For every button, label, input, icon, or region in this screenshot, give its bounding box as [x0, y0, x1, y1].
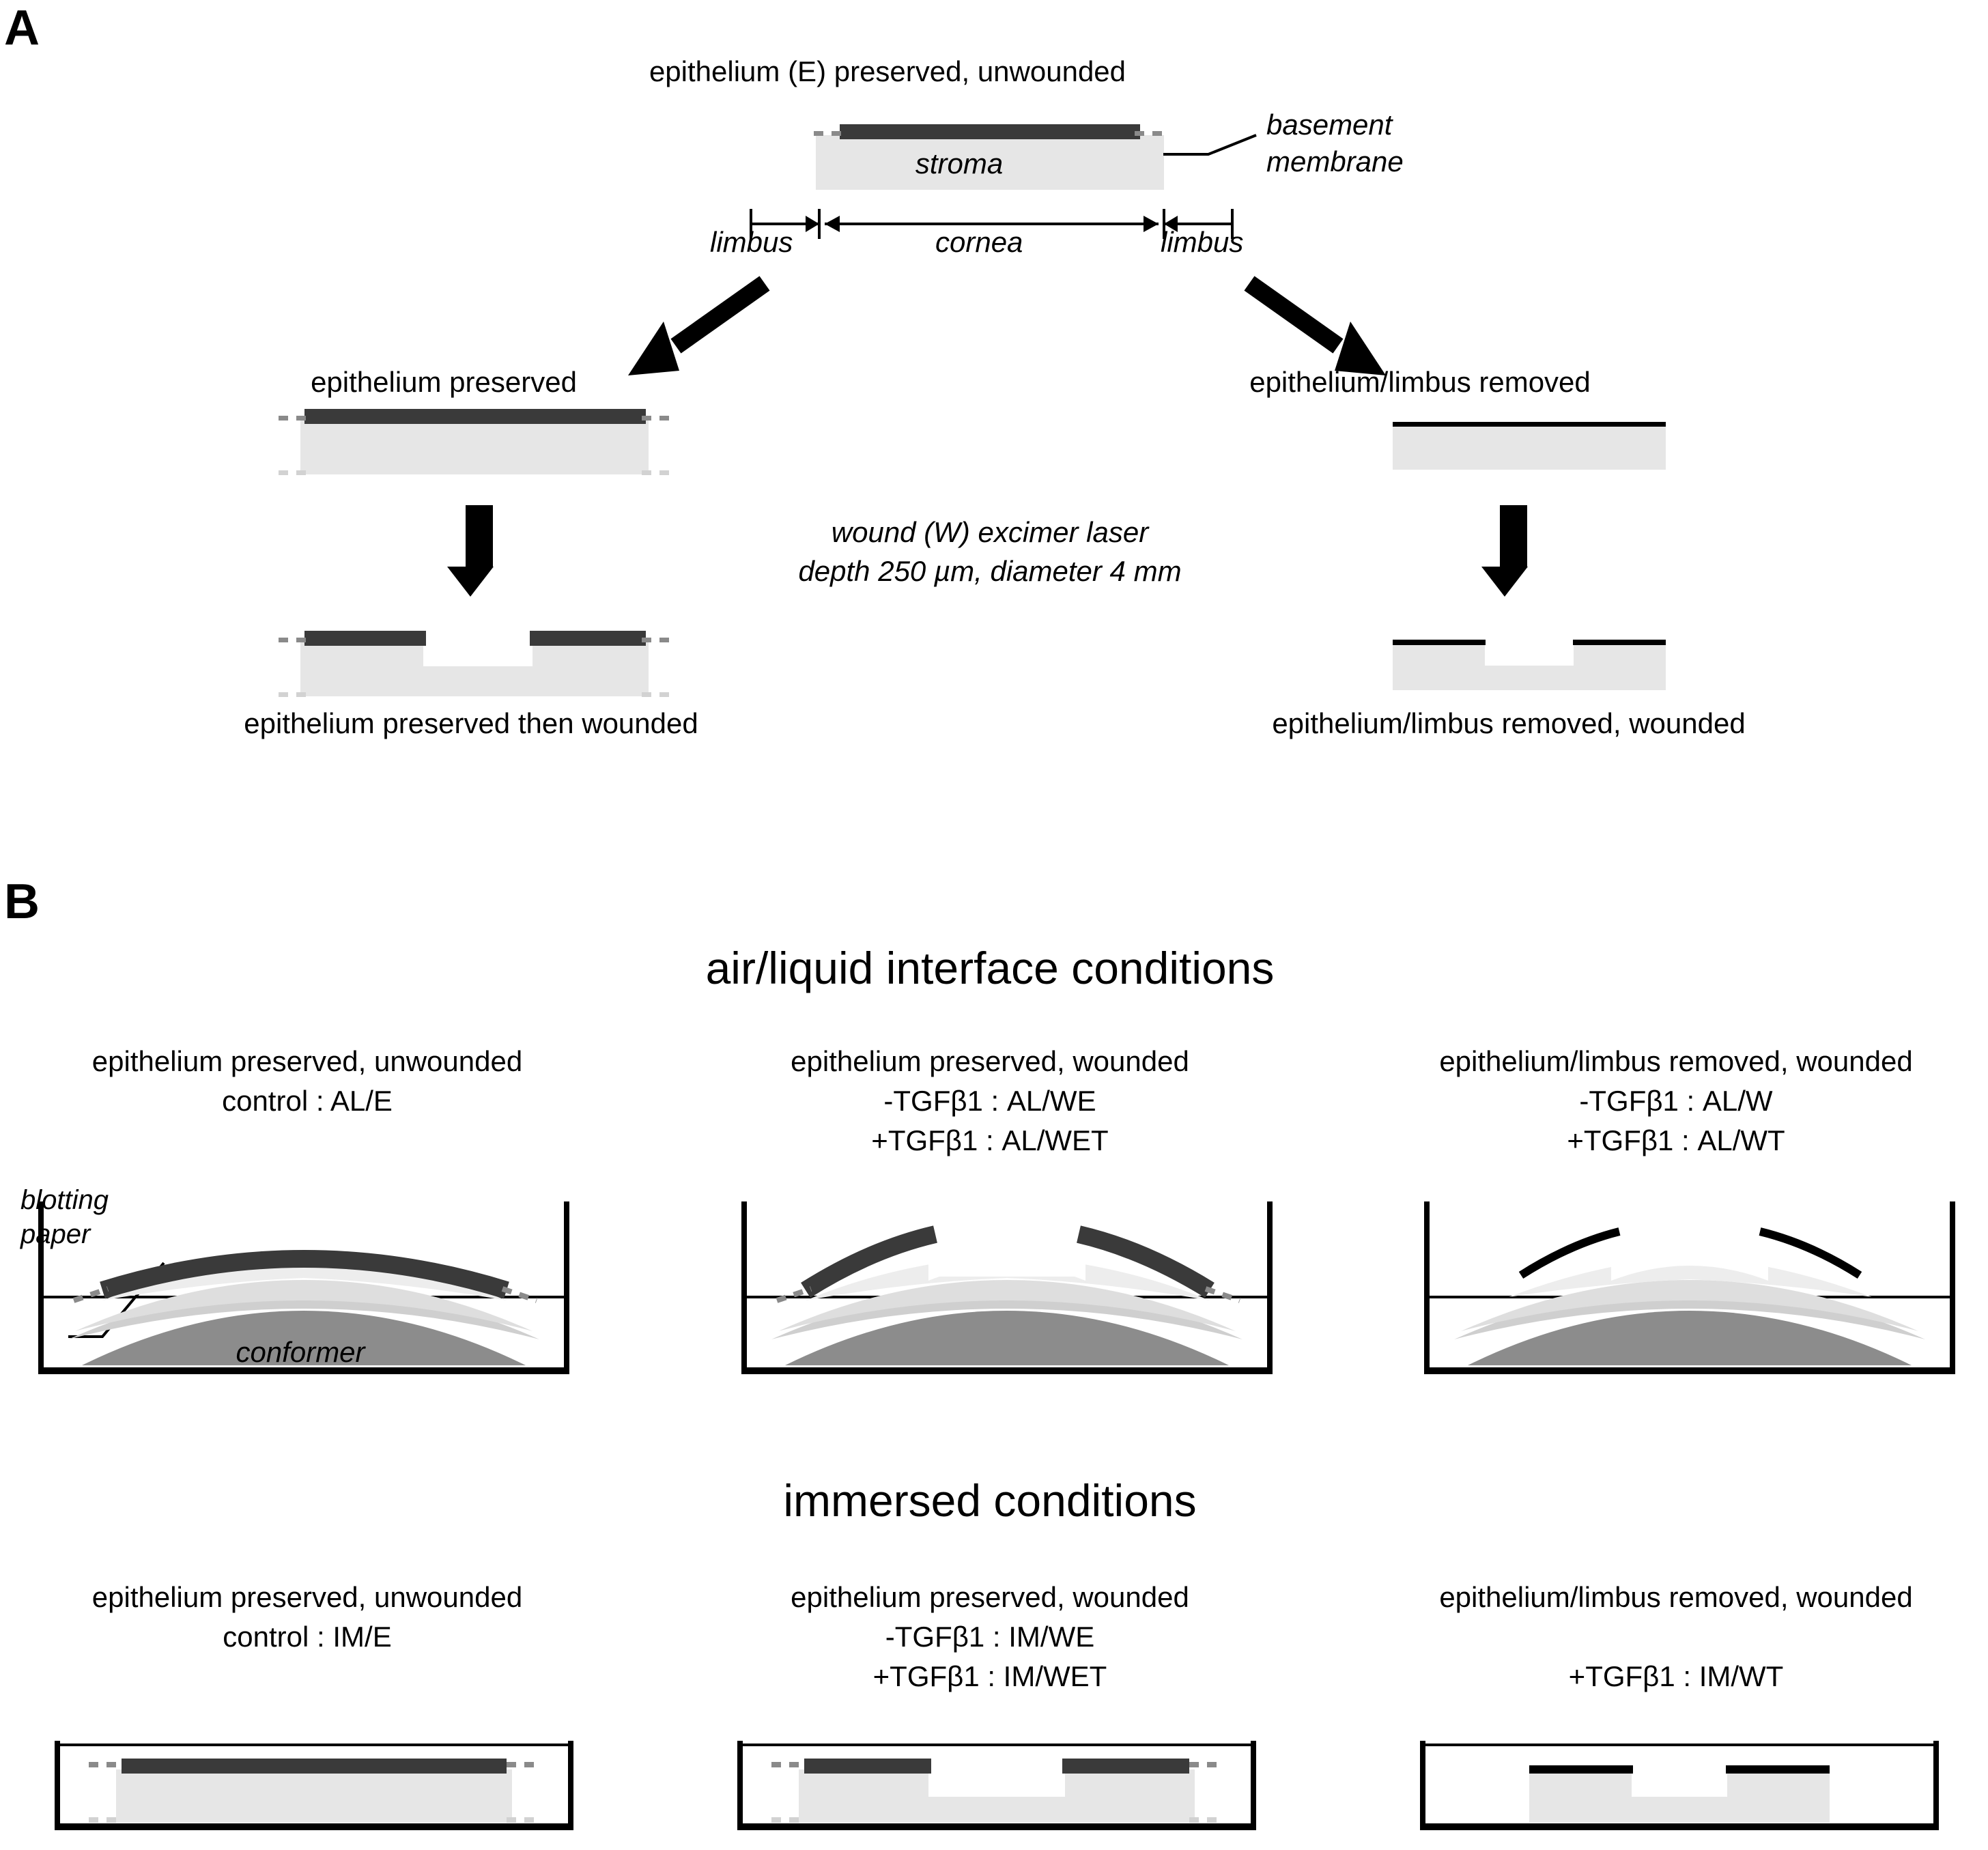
- wound-arrow-right: [1481, 505, 1528, 597]
- im-dish-3: [1406, 1727, 1952, 1850]
- epithelium-layer-right: [530, 631, 646, 646]
- panel-a-top-title: epithelium (E) preserved, unwounded: [649, 55, 1126, 87]
- branch-arrow-left: [614, 270, 778, 379]
- epithelium-layer-left: [304, 631, 426, 646]
- cornea-label: cornea: [935, 226, 1023, 258]
- panel-a-left-bottom-title: epithelium preserved then wounded: [244, 707, 698, 739]
- wound-note-line1: wound (W) excimer laser: [831, 516, 1149, 548]
- al-col2-title-line2: -TGFβ1 : AL/WE: [883, 1085, 1096, 1117]
- al-dish-1: [20, 1161, 587, 1393]
- stroma-label: stroma: [915, 147, 1004, 180]
- stroma-edge-dash-right: [642, 692, 673, 697]
- epithelium-layer: [840, 124, 1140, 139]
- stroma-surface-line-left: [1393, 640, 1486, 645]
- limbus-label-left: limbus: [710, 226, 793, 258]
- cornea-diagram-epi-preserved: [259, 399, 683, 488]
- panel-a-letter: A: [4, 1, 40, 55]
- stroma-edge-dash-right: [642, 470, 673, 475]
- limbus-label-right: limbus: [1161, 226, 1244, 258]
- panel-a-right-bottom-title: epithelium/limbus removed, wounded: [1272, 707, 1746, 739]
- basement-membrane-dash-left: [814, 131, 845, 136]
- im-col3-title-line3: +TGFβ1 : IM/WT: [1568, 1660, 1784, 1692]
- wound-notch: [423, 639, 532, 666]
- panel-b-letter: B: [4, 874, 40, 929]
- al-col3-title-line3: +TGFβ1 : AL/WT: [1567, 1124, 1785, 1156]
- basement-membrane-label-line2: membrane: [1266, 145, 1404, 177]
- cornea-diagram-epi-preserved-wounded: [259, 621, 683, 710]
- epithelium-layer: [304, 409, 646, 424]
- al-dish-3: [1406, 1161, 1973, 1393]
- immersed-heading: immersed conditions: [783, 1475, 1197, 1526]
- im-dish-2: [724, 1727, 1270, 1850]
- im-col1-title-line2: control : IM/E: [223, 1621, 392, 1653]
- stroma-block: [1393, 425, 1666, 470]
- basement-membrane-dash-left: [279, 416, 309, 421]
- al-col2-title-line1: epithelium preserved, wounded: [791, 1045, 1189, 1077]
- cornea-diagram-epi-removed-wounded: [1338, 625, 1693, 707]
- wound-note-line2: depth 250 µm, diameter 4 mm: [798, 555, 1182, 587]
- wound-notch: [1485, 642, 1574, 666]
- im-col2-title-line1: epithelium preserved, wounded: [791, 1581, 1189, 1613]
- air-liquid-heading: air/liquid interface conditions: [705, 943, 1275, 993]
- im-col3-title-line1: epithelium/limbus removed, wounded: [1439, 1581, 1913, 1613]
- panel-a-right-branch-title: epithelium/limbus removed: [1249, 366, 1591, 398]
- im-dish-1: [41, 1727, 587, 1850]
- al-dish-2: [724, 1161, 1290, 1393]
- branch-arrow-right: [1236, 270, 1400, 379]
- al-col2-title-line3: +TGFβ1 : AL/WET: [871, 1124, 1109, 1156]
- stroma-surface-line-right: [1573, 640, 1666, 645]
- al-col1-title-line1: epithelium preserved, unwounded: [91, 1045, 523, 1077]
- im-col2-title-line3: +TGFβ1 : IM/WET: [872, 1660, 1107, 1692]
- im-col1-title-line1: epithelium preserved, unwounded: [91, 1581, 523, 1613]
- stroma-edge-dash-left: [279, 692, 309, 697]
- stroma-edge-dash-left: [279, 470, 309, 475]
- al-col3-title-line2: -TGFβ1 : AL/W: [1579, 1085, 1773, 1117]
- im-col2-title-line2: -TGFβ1 : IM/WE: [885, 1621, 1095, 1653]
- basement-membrane-dash-left: [279, 638, 309, 642]
- basement-membrane-dash-right: [642, 416, 673, 421]
- cornea-diagram-epi-removed: [1338, 410, 1693, 485]
- stroma-surface-line: [1393, 422, 1666, 427]
- panel-a-left-branch-title: epithelium preserved: [311, 366, 577, 398]
- stroma-block: [300, 420, 649, 474]
- conformer-label: conformer: [236, 1336, 365, 1368]
- wound-arrow-left: [447, 505, 494, 597]
- al-col3-title-line1: epithelium/limbus removed, wounded: [1439, 1045, 1913, 1077]
- basement-membrane-label-line1: basement: [1266, 109, 1393, 141]
- blotting-paper-label-line2: paper: [20, 1219, 91, 1249]
- al-col1-title-line2: control : AL/E: [222, 1085, 393, 1117]
- basement-membrane-dash-right: [642, 638, 673, 642]
- blotting-paper-label-line1: blotting: [20, 1185, 109, 1215]
